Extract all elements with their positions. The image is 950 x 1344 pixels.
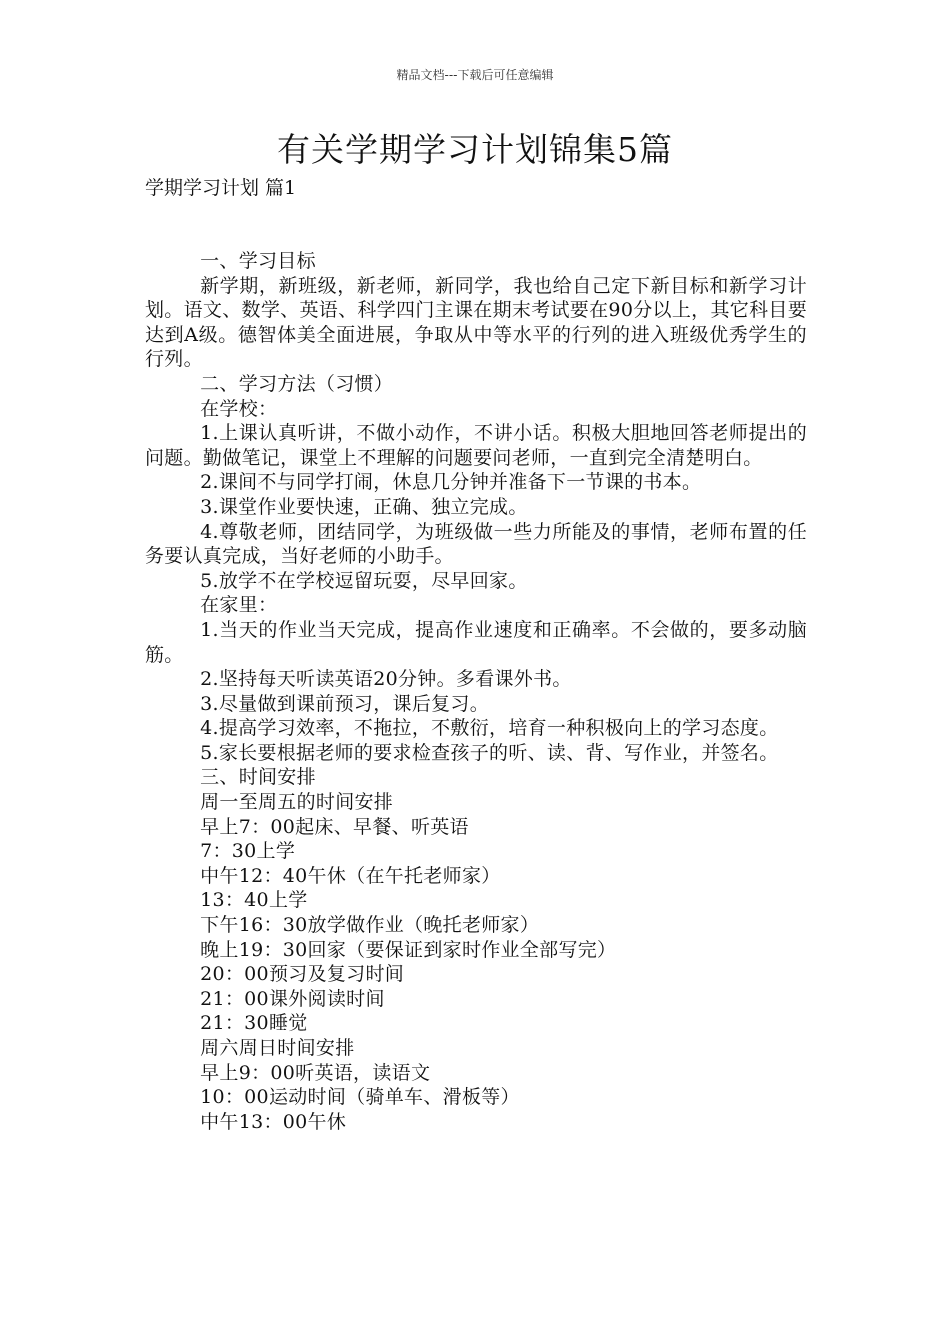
paragraph: 在家里： [200, 594, 278, 617]
paragraph: 3.尽量做到课前预习，课后复习。 [200, 692, 490, 715]
paragraph: 2.坚持每天听读英语20分钟。多看课外书。 [200, 668, 572, 691]
paragraph: 1.上课认真听讲，不做小动作，不讲小话。积极大胆地回答老师提出的问题。勤做笔记，课堂上不理解的问题要问老师，一直到完全清楚明白。 [145, 422, 807, 469]
paragraph: 早上7：00起床、早餐、听英语 [200, 815, 469, 838]
paragraph: 3.课堂作业要快速，正确、独立完成。 [200, 495, 528, 518]
paragraph: 10：00运动时间（骑单车、滑板等） [200, 1086, 520, 1109]
paragraph: 20：00预习及复习时间 [200, 963, 405, 986]
paragraph: 2.课间不与同学打闹，休息几分钟并准备下一节课的书本。 [200, 471, 702, 494]
paragraph: 在学校： [200, 397, 278, 420]
paragraph: 4.提高学习效率，不拖拉，不敷衍，培育一种积极向上的学习态度。 [200, 717, 779, 740]
paragraph: 21：00课外阅读时间 [200, 987, 385, 1010]
header-note: 精品文档---下载后可任意编辑 [396, 68, 554, 82]
paragraph: 周一至周五的时间安排 [200, 791, 394, 814]
paragraph: 周六周日时间安排 [200, 1037, 355, 1059]
section-subtitle: 学期学习计划 篇1 [145, 177, 297, 199]
paragraph: 一、学习目标 [200, 250, 316, 272]
paragraph: 下午16：30放学做作业（晚托老师家） [200, 914, 540, 937]
paragraph: 1.当天的作业当天完成，提高作业速度和正确率。不会做的，要多动脑筋。 [145, 618, 807, 666]
paragraph: 三、时间安排 [200, 766, 316, 789]
document-title: 有关学期学习计划锦集5篇 [277, 130, 673, 169]
paragraph: 新学期，新班级，新老师，新同学，我也给自己定下新目标和新学习计划。语文、数学、英语、科学四门主课在期末考试要在90分以上，其它科目要达到A级。德智体美全面进展，争取从中等水平的行列的进入班级优秀学生的行列。 [145, 274, 807, 371]
paragraph: 21：30睡觉 [200, 1012, 308, 1035]
paragraph: 中午13：00午休 [200, 1110, 347, 1133]
paragraph: 7：30上学 [200, 840, 296, 863]
paragraph: 晚上19：30回家（要保证到家时作业全部写完） [200, 938, 617, 961]
paragraph: 4.尊敬老师，团结同学，为班级做一些力所能及的事情，老师布置的任务要认真完成，当好老师的小助手。 [145, 520, 807, 568]
document-body [145, 249, 807, 1134]
paragraph: 二、学习方法（习惯） [200, 372, 394, 395]
paragraph: 13：40上学 [200, 889, 308, 912]
paragraph: 5.家长要根据老师的要求检查孩子的听、读、背、写作业，并签名。 [200, 741, 779, 764]
paragraph: 5.放学不在学校逗留玩耍，尽早回家。 [200, 569, 528, 592]
paragraph: 中午12：40午休（在午托老师家） [200, 864, 501, 887]
paragraph: 早上9：00听英语，读语文 [200, 1061, 431, 1084]
